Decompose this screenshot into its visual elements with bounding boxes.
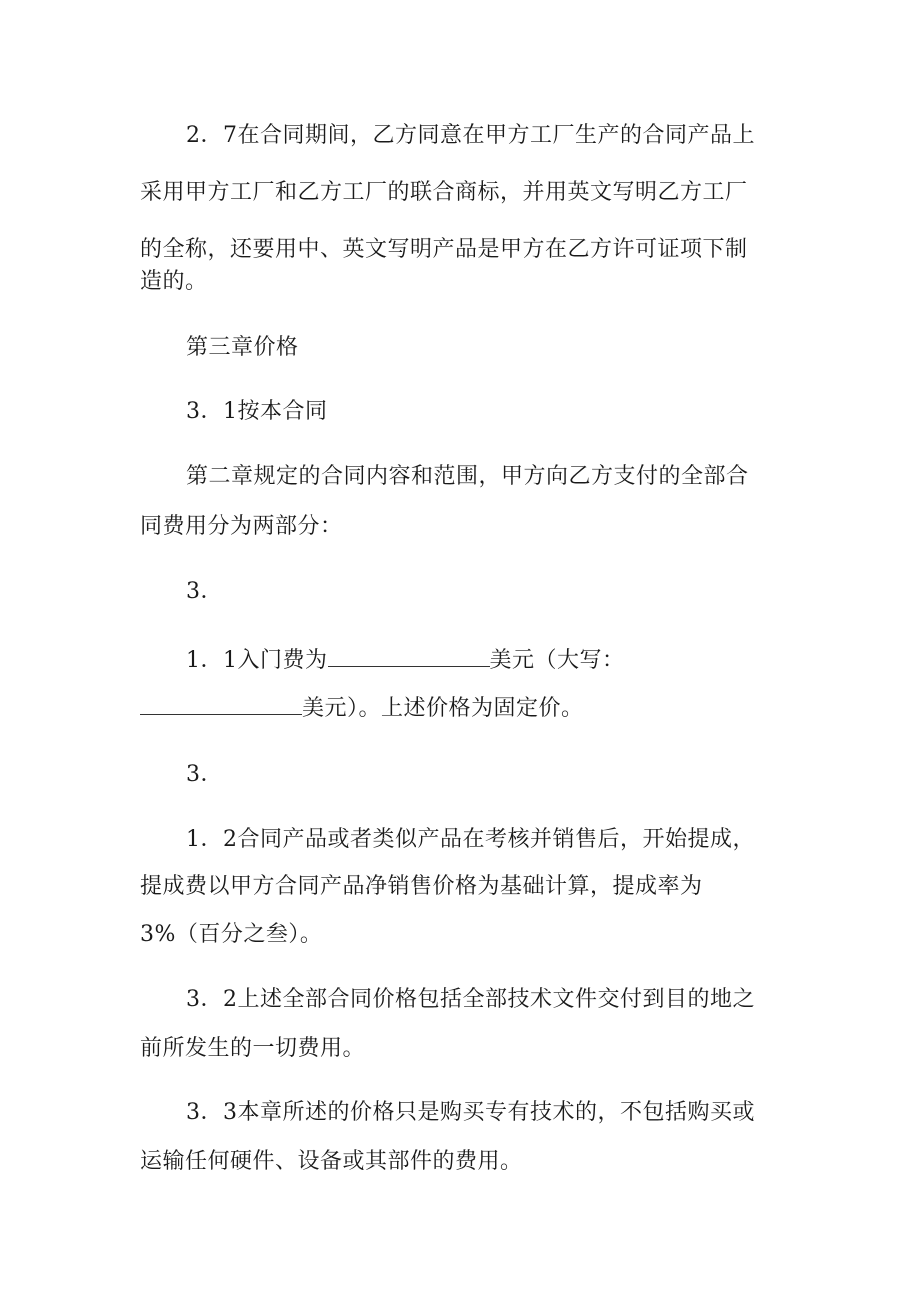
clause-2-7-line-3: 的全称，还要用中、英文写明产品是甲方在乙方许可证项下制 [140,237,748,262]
clause-1-2-line-3: 3%（百分之叁）。 [140,922,323,947]
section-number-3a: 3． [186,579,223,604]
clause-1-1-suffix: 美元（大写： [489,648,625,673]
clause-3-1-title: 3．1按本合同 [186,399,328,424]
clause-3-3-line-2: 运输任何硬件、设备或其部件的费用。 [140,1149,523,1174]
chapter-3-heading: 第三章价格 [186,335,299,360]
clause-3-3-line-1: 3．3本章所述的价格只是购买专有技术的，不包括购买或 [186,1100,755,1125]
clause-1-1-line-2 [140,692,780,724]
section-number-3b: 3． [186,762,223,787]
entry-fee-amount-blank [328,644,490,667]
clause-1-1-prefix: 1．1入门费为 [186,648,328,673]
clause-1-1-line-2-text: 美元）。上述价格为固定价。 [302,696,584,721]
clause-2-7-line-1: 2．7在合同期间，乙方同意在甲方工厂生产的合同产品上 [186,123,755,148]
clause-3-2-line-2: 前所发生的一切费用。 [140,1036,366,1061]
clause-1-2-line-2: 提成费以甲方合同产品净销售价格为基础计算，提成率为 [140,874,703,899]
clause-2-7-line-2: 采用甲方工厂和乙方工厂的联合商标，并用英文写明乙方工厂 [140,180,748,205]
clause-3-2-line-1: 3．2上述全部合同价格包括全部技术文件交付到目的地之 [186,987,755,1012]
entry-fee-uppercase-blank [140,692,302,715]
clause-1-1-line-1 [186,644,826,676]
clause-1-2-line-1: 1．2合同产品或者类似产品在考核并销售后，开始提成， [186,827,755,852]
clause-3-1-body-line-1: 第二章规定的合同内容和范围，甲方向乙方支付的全部合 [186,464,749,489]
clause-3-1-body-line-2: 同费用分为两部分： [140,514,343,539]
clause-2-7-line-4: 造的。 [140,269,208,294]
